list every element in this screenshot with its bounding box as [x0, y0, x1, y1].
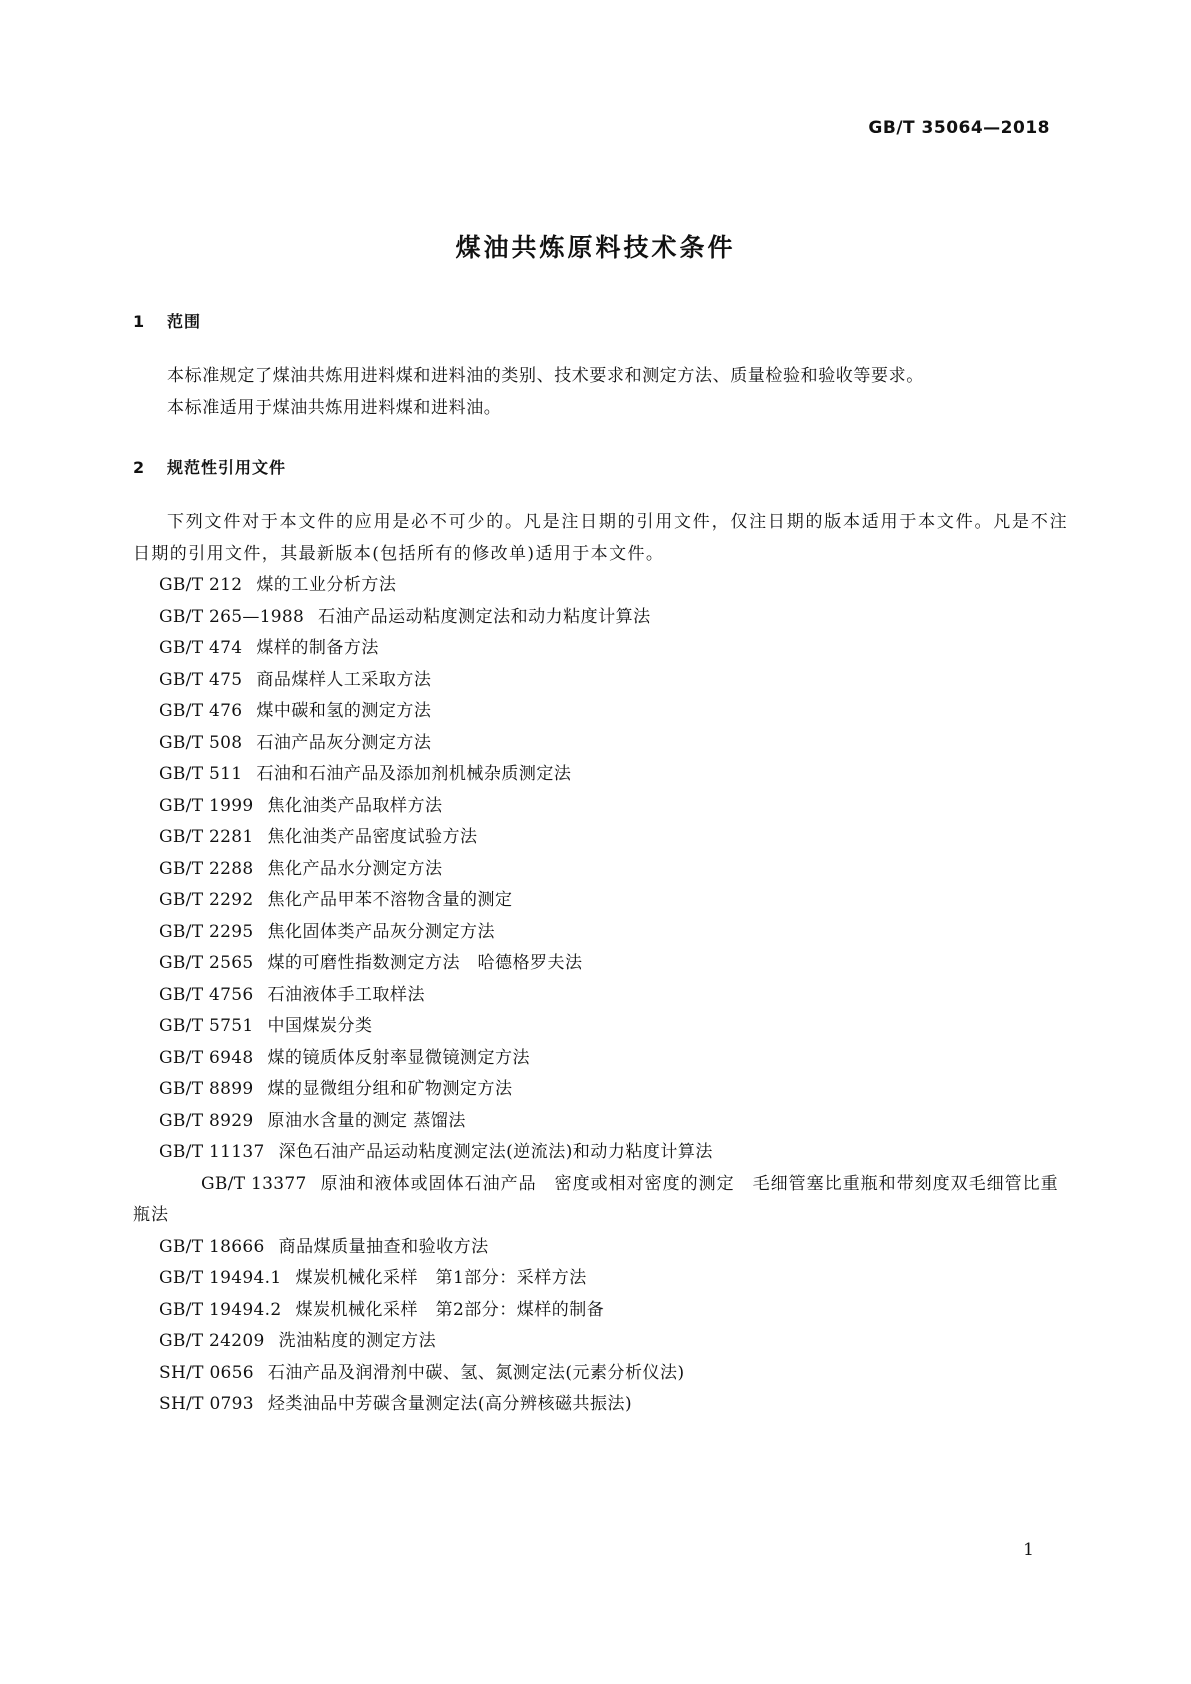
reference-title: 焦化固体类产品灰分测定方法	[267, 921, 496, 942]
reference-item	[133, 633, 1068, 665]
reference-code: GB/T 212	[159, 575, 243, 595]
reference-item	[133, 791, 1068, 823]
reference-list	[133, 570, 1068, 1421]
reference-code: GB/T 13377	[201, 1173, 307, 1194]
reference-code: GB/T 18666	[159, 1236, 265, 1257]
reference-code: GB/T 2288	[159, 858, 254, 879]
reference-title: 焦化油类产品密度试验方法	[267, 827, 478, 847]
reference-title: 煤中碳和氢的测定方法	[256, 701, 432, 721]
reference-title: 原油和液体或固体石油产品 密度或相对密度的测定 毛细管塞比重瓶和带刻度双毛细管比重瓶法	[133, 1173, 1059, 1225]
reference-item	[133, 1106, 1068, 1138]
section-title: 范围	[167, 312, 202, 331]
reference-title: 商品煤质量抽查和验收方法	[278, 1236, 489, 1257]
reference-item	[133, 696, 1068, 728]
section-2-body	[133, 507, 1068, 1421]
reference-title: 中国煤炭分类	[267, 1016, 373, 1036]
section-title: 规范性引用文件	[167, 458, 287, 477]
reference-item	[133, 1358, 1068, 1390]
reference-title: 煤的显微组分组和矿物测定方法	[267, 1079, 513, 1099]
reference-code: GB/T 5751	[159, 1016, 254, 1036]
reference-code: GB/T 4756	[159, 984, 254, 1005]
reference-item	[133, 1295, 1068, 1327]
section-1-heading	[133, 309, 201, 332]
reference-item	[133, 1263, 1068, 1295]
reference-item	[133, 980, 1068, 1012]
reference-item	[133, 1232, 1068, 1264]
reference-item	[133, 854, 1068, 886]
paragraph: 本标准规定了煤油共炼用进料煤和进料油的类别、技术要求和测定方法、质量检验和验收等要求。	[167, 366, 924, 386]
paragraph: 本标准适用于煤油共炼用进料煤和进料油。	[167, 397, 502, 418]
reference-code: GB/T 1999	[159, 795, 254, 816]
reference-code: GB/T 19494.1	[159, 1268, 282, 1288]
reference-item	[133, 1043, 1068, 1075]
reference-title: 烃类油品中芳碳含量测定法(高分辨核磁共振法)	[267, 1394, 633, 1414]
reference-title: 石油产品及润滑剂中碳、氢、氮测定法(元素分析仪法)	[267, 1362, 685, 1383]
reference-code: GB/T 24209	[159, 1331, 265, 1351]
reference-title: 石油和石油产品及添加剂机械杂质测定法	[256, 764, 572, 784]
reference-code: GB/T 508	[159, 732, 243, 753]
reference-item	[133, 822, 1068, 854]
section-number: 2	[133, 458, 146, 477]
reference-code: GB/T 2292	[159, 890, 254, 910]
reference-title: 深色石油产品运动粘度测定法(逆流法)和动力粘度计算法	[278, 1142, 713, 1162]
section-1-body	[133, 361, 1068, 424]
section-number: 1	[133, 312, 146, 331]
reference-title: 原油水含量的测定 蒸馏法	[267, 1110, 466, 1131]
reference-item	[133, 1074, 1068, 1106]
reference-title: 煤炭机械化采样 第2部分：煤样的制备	[295, 1299, 605, 1320]
reference-title: 焦化油类产品取样方法	[267, 795, 443, 816]
reference-item	[133, 885, 1068, 917]
reference-code: GB/T 475	[159, 669, 243, 690]
reference-code: GB/T 476	[159, 701, 243, 721]
reference-code: GB/T 2565	[159, 953, 254, 973]
standard-number: GB/T 35064—2018	[868, 118, 1050, 138]
reference-code: GB/T 19494.2	[159, 1299, 282, 1320]
reference-code: SH/T 0656	[159, 1362, 254, 1383]
reference-item	[133, 1137, 1068, 1169]
reference-item	[133, 948, 1068, 980]
reference-code: SH/T 0793	[159, 1394, 254, 1414]
reference-code: GB/T 8899	[159, 1079, 254, 1099]
reference-title: 煤的工业分析方法	[256, 575, 397, 595]
reference-item	[133, 1389, 1068, 1421]
reference-code: GB/T 511	[159, 764, 243, 784]
intro-paragraph: 下列文件对于本文件的应用是必不可少的。凡是注日期的引用文件，仅注日期的版本适用于本文件。凡是不注日期的引用文件，其最新版本(包括所有的修改单)适用于本文件。	[133, 512, 1068, 564]
page-number: 1	[1023, 1540, 1034, 1560]
reference-code: GB/T 8929	[159, 1110, 254, 1131]
reference-title: 洗油粘度的测定方法	[278, 1331, 437, 1351]
reference-item	[133, 917, 1068, 949]
reference-item	[133, 1011, 1068, 1043]
section-2-heading	[133, 455, 286, 478]
reference-item	[133, 602, 1068, 634]
reference-title: 煤炭机械化采样 第1部分：采样方法	[295, 1268, 587, 1288]
reference-title: 焦化产品甲苯不溶物含量的测定	[267, 890, 513, 910]
reference-item	[133, 570, 1068, 602]
reference-title: 煤样的制备方法	[256, 638, 379, 658]
reference-item	[133, 728, 1068, 760]
reference-title: 商品煤样人工采取方法	[256, 669, 432, 690]
reference-title: 石油产品运动粘度测定法和动力粘度计算法	[318, 606, 651, 627]
document-title: 煤油共炼原料技术条件	[455, 233, 736, 262]
reference-code: GB/T 2295	[159, 921, 254, 942]
reference-title: 煤的镜质体反射率显微镜测定方法	[267, 1047, 531, 1068]
reference-item	[133, 759, 1068, 791]
reference-item	[133, 1326, 1068, 1358]
reference-title: 焦化产品水分测定方法	[267, 858, 443, 879]
reference-code: GB/T 2281	[159, 827, 254, 847]
reference-title: 石油液体手工取样法	[267, 984, 426, 1005]
reference-code: GB/T 6948	[159, 1047, 254, 1068]
reference-title: 石油产品灰分测定方法	[256, 732, 432, 753]
reference-code: GB/T 265—1988	[159, 606, 305, 627]
reference-code: GB/T 11137	[159, 1142, 265, 1162]
reference-item	[133, 665, 1068, 697]
reference-item	[133, 1169, 1068, 1232]
reference-title: 煤的可磨性指数测定方法 哈德格罗夫法	[267, 953, 583, 973]
reference-code: GB/T 474	[159, 638, 243, 658]
